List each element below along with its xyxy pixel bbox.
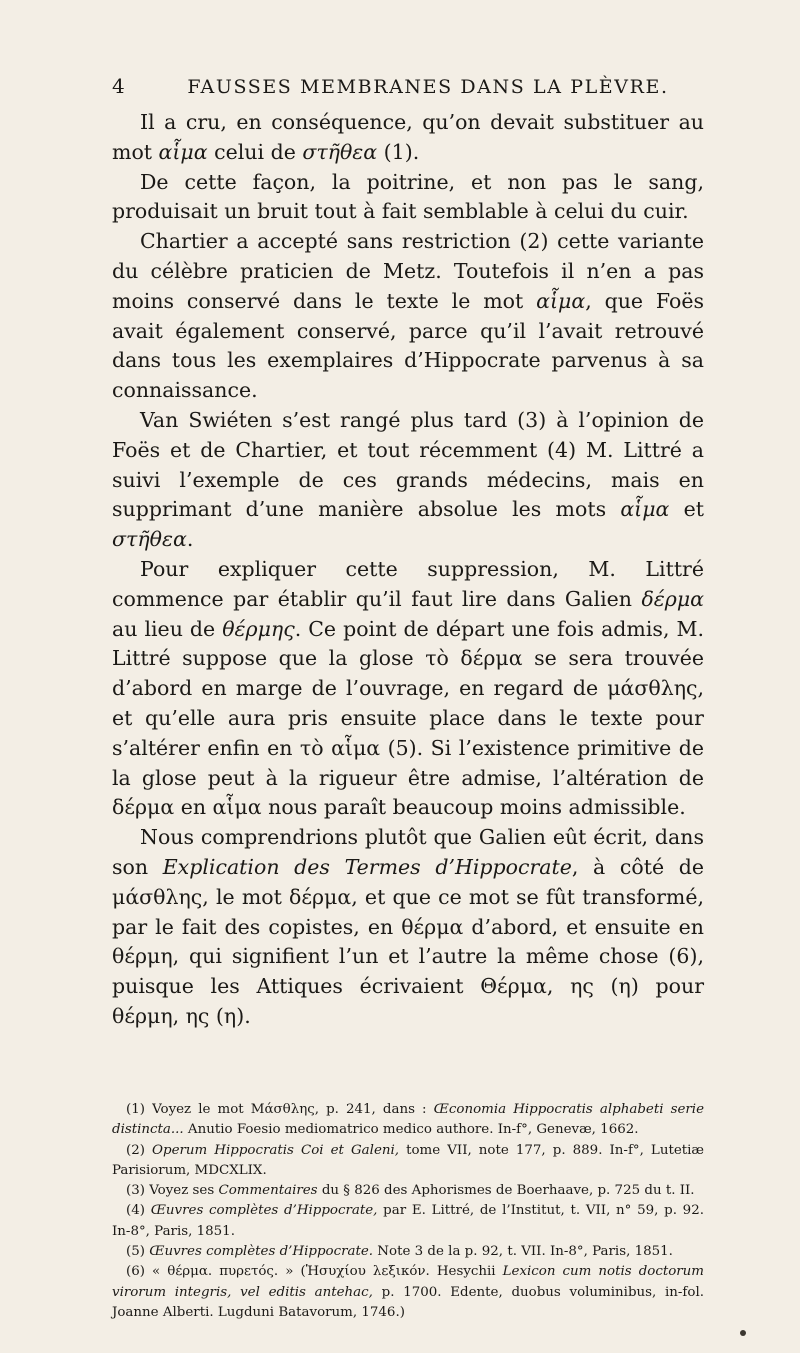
footnote: (1) Voyez le mot Μάσθλης, p. 241, dans : Œconomia Hippocratis alphabeti serie distincta... Anutio Foesio mediomatrico medico authore. In-f°, Genevæ, 1662.: [112, 1102, 704, 1138]
paragraph: Il a cru, en conséquence, qu’on devait substituer au mot αἷμα celui de στῆθεα (1).: [112, 110, 704, 164]
footnote: (4) Œuvres complètes d’Hippocrate, par E. Littré, de l’Institut, t. VII, n° 59, p. 92. In-8°, Paris, 1851.: [112, 1203, 704, 1239]
paragraph: Nous comprendrions plutôt que Galien eût écrit, dans son Explication des Termes d’Hippocrate, à côté de μάσθλης, le mot δέρμα, et que ce mot se fût transformé, par le fait des copistes, en θέρμα d’abord, et ensuite en θέρμη, qui signifient l’un et l’autre la même chose (6), puisque les Attiques écrivaient Θέρμα, ης (η) pour θέρμη, ης (η).: [112, 825, 705, 1028]
page-header: [112, 74, 704, 102]
main-text: [112, 108, 704, 1032]
footnote: (6) « θέρμα. πυρετός. » (Ἡσυχίου λεξικόν. Hesychii Lexicon cum notis doctorum virorum integris, vel editis antehac, p. 1700. Edente, duobus voluminibus, in-fol. Joanne Alberti. Lugduni Batavorum, 1746.): [112, 1264, 704, 1320]
page-number: 4: [112, 74, 125, 98]
footnotes: [112, 1100, 704, 1323]
paragraph: De cette façon, la poitrine, et non pas le sang, produisait un bruit tout à fait semblable à celui du cuir.: [112, 169, 704, 224]
running-title: FAUSSES MEMBRANES DANS LA PLÈVRE.: [187, 76, 669, 98]
paragraph: Van Swiéten s’est rangé plus tard (3) à l’opinion de Foës et de Chartier, et tout récemment (4) M. Littré a suivi l’exemple de ces grands médecins, mais en supprimant d’une manière absolue les mots αἷμα et στῆθεα.: [112, 407, 705, 552]
footnote: (5) Œuvres complètes d’Hippocrate. Note 3 de la p. 92, t. VII. In-8°, Paris, 1851.: [126, 1244, 673, 1260]
footnote: (3) Voyez ses Commentaires du § 826 des Aphorismes de Boerhaave, p. 725 du t. II.: [126, 1183, 695, 1199]
paragraph: Chartier a accepté sans restriction (2) cette variante du célèbre praticien de Metz. Toutefois il n’en a pas moins conservé dans le texte le mot αἷμα, que Foës avait également conservé, parce qu’il l’avait retrouvé dans tous les exemplaires d’Hippocrate parvenus à sa connaissance.: [112, 229, 704, 403]
ink-spot: [740, 1330, 746, 1336]
paragraph: Pour expliquer cette suppression, M. Littré commence par établir qu’il faut lire dans Galien δέρμα au lieu de θέρμης. Ce point de départ une fois admis, M. Littré suppose que la glose τὸ δέρμα se sera trouvée d’abord en marge de l’ouvrage, en regard de μάσθλης, et qu’elle aura pris ensuite place dans le texte pour s’altérer enfin en τὸ αἷμα (5). Si l’existence primitive de la glose peut à la rigueur être admise, l’altération de δέρμα en αἷμα nous paraît beaucoup moins admissible.: [112, 556, 704, 820]
footnote: (2) Operum Hippocratis Coi et Galeni, tome VII, note 177, p. 889. In-f°, Lutetiæ Parisiorum, MDCXLIX.: [112, 1142, 704, 1178]
